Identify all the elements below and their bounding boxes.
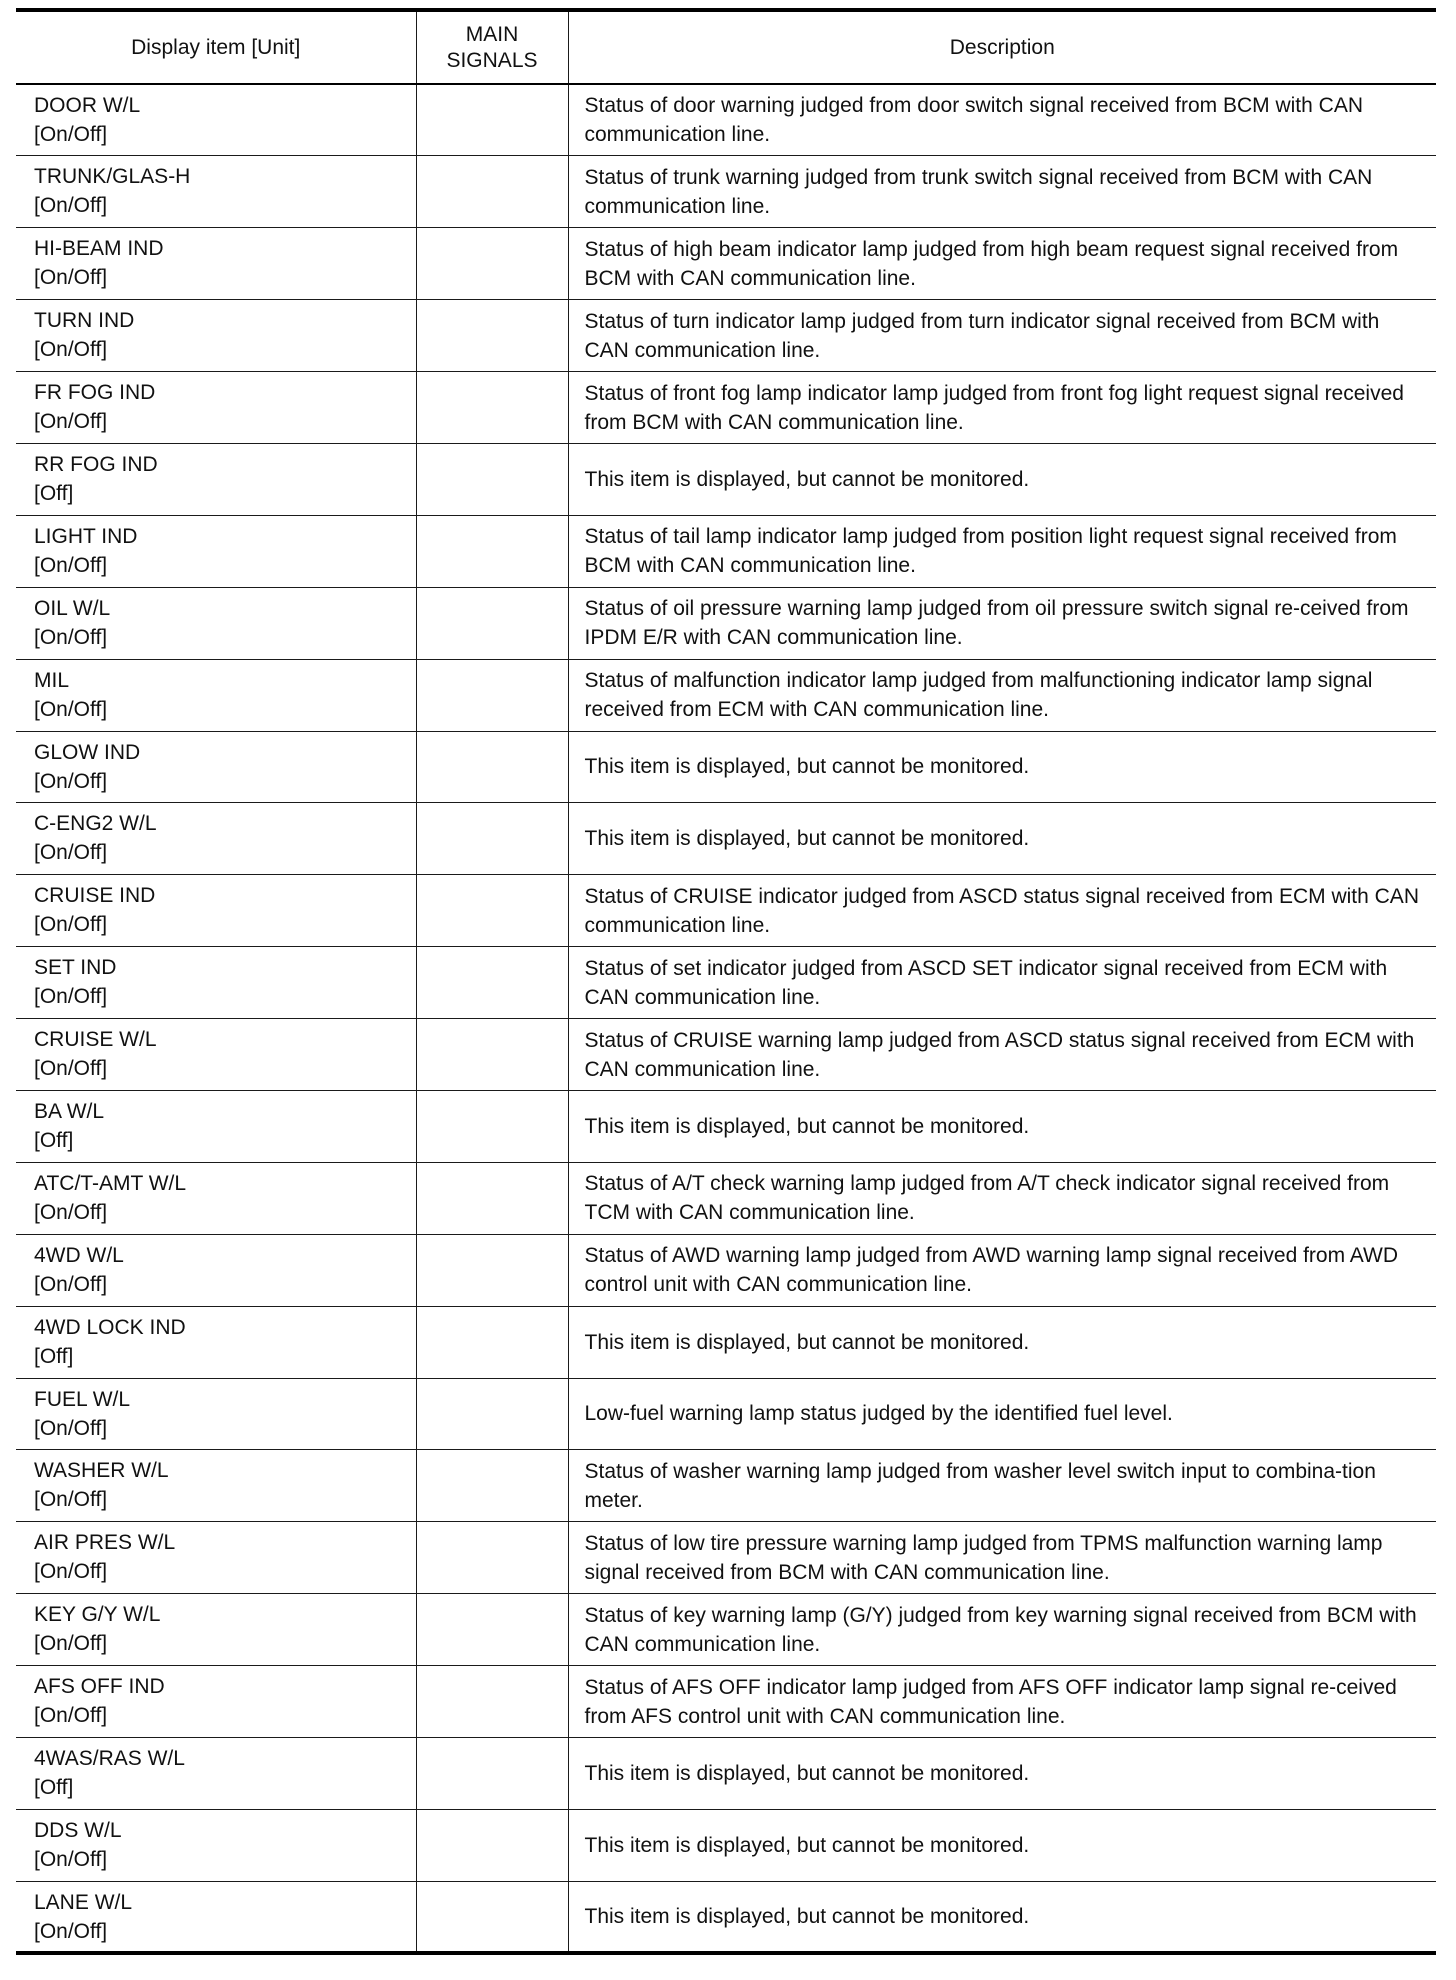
display-item-name: 4WAS/RAS W/L xyxy=(34,1746,185,1770)
description-cell: Status of high beam indicator lamp judged from high beam request signal received from BCM with CAN communication line. xyxy=(568,228,1436,300)
display-item-name: HI-BEAM IND xyxy=(34,237,164,261)
header-description: Description xyxy=(568,10,1436,84)
main-signals-cell xyxy=(416,875,568,947)
display-item-unit: [On/Off] xyxy=(34,913,108,937)
display-item-cell xyxy=(16,1450,416,1522)
display-item-cell xyxy=(16,443,416,515)
main-signals-cell xyxy=(416,1594,568,1666)
main-signals-cell xyxy=(416,84,568,156)
display-item-unit: [On/Off] xyxy=(34,553,108,577)
table-row xyxy=(16,803,1436,875)
document-page xyxy=(16,8,1436,1955)
display-item-name: CRUISE W/L xyxy=(34,1028,157,1052)
display-item-cell xyxy=(16,803,416,875)
display-item-unit: [On/Off] xyxy=(34,1272,108,1296)
table-row xyxy=(16,228,1436,300)
display-item-unit: [On/Off] xyxy=(34,410,108,434)
display-item-cell xyxy=(16,731,416,803)
display-item-name: CRUISE IND xyxy=(34,884,156,908)
display-item-cell xyxy=(16,875,416,947)
table-row xyxy=(16,515,1436,587)
display-item-name: 4WD W/L xyxy=(34,1243,124,1267)
display-item-unit: [On/Off] xyxy=(34,769,108,793)
main-signals-cell xyxy=(416,1162,568,1234)
display-item-unit: [Off] xyxy=(34,1775,74,1799)
display-item-unit: [On/Off] xyxy=(34,841,108,865)
display-item-unit: [On/Off] xyxy=(34,1488,108,1512)
display-item-name: AFS OFF IND xyxy=(34,1675,165,1699)
main-signals-cell xyxy=(416,300,568,372)
display-item-unit: [On/Off] xyxy=(34,697,108,721)
main-signals-cell xyxy=(416,515,568,587)
table-row xyxy=(16,372,1436,444)
display-item-name: ATC/T-AMT W/L xyxy=(34,1171,187,1195)
display-item-name: KEY G/Y W/L xyxy=(34,1603,161,1627)
table-row xyxy=(16,156,1436,228)
display-item-cell xyxy=(16,1378,416,1450)
main-signals-cell xyxy=(416,731,568,803)
table-row xyxy=(16,1666,1436,1738)
description-cell: Status of turn indicator lamp judged from turn indicator signal received from BCM with CAN communication line. xyxy=(568,300,1436,372)
display-item-name: 4WD LOCK IND xyxy=(34,1315,186,1339)
description-cell: This item is displayed, but cannot be monitored. xyxy=(568,443,1436,515)
display-item-unit: [Off] xyxy=(34,1344,74,1368)
main-signals-cell xyxy=(416,1306,568,1378)
display-item-cell xyxy=(16,1522,416,1594)
main-signals-cell xyxy=(416,1234,568,1306)
description-cell: Status of door warning judged from door switch signal received from BCM with CAN communication line. xyxy=(568,84,1436,156)
description-cell: Status of tail lamp indicator lamp judged from position light request signal received from BCM with CAN communication line. xyxy=(568,515,1436,587)
main-signals-cell xyxy=(416,803,568,875)
table-row xyxy=(16,1450,1436,1522)
display-item-cell xyxy=(16,1019,416,1091)
table-row xyxy=(16,1809,1436,1881)
description-cell: This item is displayed, but cannot be monitored. xyxy=(568,1090,1436,1162)
table-row xyxy=(16,1234,1436,1306)
display-item-unit: [On/Off] xyxy=(34,1200,108,1224)
main-signals-cell xyxy=(416,1809,568,1881)
main-signals-cell xyxy=(416,947,568,1019)
description-cell: Status of A/T check warning lamp judged from A/T check indicator signal received from TCM with CAN communication line. xyxy=(568,1162,1436,1234)
display-item-name: OIL W/L xyxy=(34,596,111,620)
table-row xyxy=(16,659,1436,731)
display-item-cell xyxy=(16,587,416,659)
description-cell: Status of trunk warning judged from trunk switch signal received from BCM with CAN communication line. xyxy=(568,156,1436,228)
display-item-unit: [On/Off] xyxy=(34,1704,108,1728)
table-row xyxy=(16,875,1436,947)
header-main-signals-line1: MAIN xyxy=(465,22,519,46)
display-item-cell xyxy=(16,1234,416,1306)
display-item-unit: [On/Off] xyxy=(34,1632,108,1656)
table-row xyxy=(16,300,1436,372)
main-signals-cell xyxy=(416,1378,568,1450)
description-cell: This item is displayed, but cannot be monitored. xyxy=(568,1881,1436,1953)
header-display-item: Display item [Unit] xyxy=(16,10,416,84)
table-row xyxy=(16,1522,1436,1594)
main-signals-cell xyxy=(416,1666,568,1738)
display-item-unit: [Off] xyxy=(34,1128,74,1152)
display-item-unit: [On/Off] xyxy=(34,985,108,1009)
description-cell: This item is displayed, but cannot be monitored. xyxy=(568,1809,1436,1881)
table-row xyxy=(16,1162,1436,1234)
display-item-unit: [On/Off] xyxy=(34,625,108,649)
data-monitor-table xyxy=(16,8,1436,1955)
display-item-unit: [On/Off] xyxy=(34,266,108,290)
display-item-name: LANE W/L xyxy=(34,1890,133,1914)
display-item-cell xyxy=(16,1809,416,1881)
table-row xyxy=(16,947,1436,1019)
description-cell: Status of key warning lamp (G/Y) judged from key warning signal received from BCM with CAN communication line. xyxy=(568,1594,1436,1666)
display-item-unit: [On/Off] xyxy=(34,1919,108,1943)
display-item-cell xyxy=(16,515,416,587)
display-item-name: BA W/L xyxy=(34,1099,105,1123)
description-cell: This item is displayed, but cannot be monitored. xyxy=(568,1306,1436,1378)
display-item-name: LIGHT IND xyxy=(34,524,138,548)
header-main-signals xyxy=(416,10,568,84)
display-item-unit: [On/Off] xyxy=(34,1560,108,1584)
display-item-name: FR FOG IND xyxy=(34,381,156,405)
display-item-unit: [On/Off] xyxy=(34,1416,108,1440)
description-cell: Status of malfunction indicator lamp judged from malfunctioning indicator lamp signal received from ECM with CAN communication line. xyxy=(568,659,1436,731)
display-item-cell xyxy=(16,1594,416,1666)
display-item-cell xyxy=(16,300,416,372)
main-signals-cell xyxy=(416,443,568,515)
display-item-name: MIL xyxy=(34,668,70,692)
display-item-unit: [On/Off] xyxy=(34,338,108,362)
display-item-cell xyxy=(16,1090,416,1162)
description-cell: Status of CRUISE warning lamp judged from ASCD status signal received from ECM with CAN communication line. xyxy=(568,1019,1436,1091)
display-item-name: RR FOG IND xyxy=(34,452,158,476)
display-item-cell xyxy=(16,156,416,228)
main-signals-cell xyxy=(416,587,568,659)
description-cell: Low-fuel warning lamp status judged by the identified fuel level. xyxy=(568,1378,1436,1450)
header-main-signals-line2: SIGNALS xyxy=(446,48,538,72)
display-item-cell xyxy=(16,228,416,300)
main-signals-cell xyxy=(416,1522,568,1594)
display-item-cell xyxy=(16,84,416,156)
main-signals-cell xyxy=(416,156,568,228)
table-row xyxy=(16,1019,1436,1091)
description-cell: This item is displayed, but cannot be monitored. xyxy=(568,1737,1436,1809)
table-row xyxy=(16,1090,1436,1162)
description-cell: This item is displayed, but cannot be monitored. xyxy=(568,803,1436,875)
description-cell: Status of AFS OFF indicator lamp judged from AFS OFF indicator lamp signal re-ceived from AFS control unit with CAN communication line. xyxy=(568,1666,1436,1738)
main-signals-cell xyxy=(416,228,568,300)
display-item-name: DOOR W/L xyxy=(34,94,141,117)
display-item-cell xyxy=(16,659,416,731)
display-item-name: WASHER W/L xyxy=(34,1459,169,1483)
description-cell: This item is displayed, but cannot be monitored. xyxy=(568,731,1436,803)
main-signals-cell xyxy=(416,659,568,731)
main-signals-cell xyxy=(416,1090,568,1162)
table-body xyxy=(16,84,1436,1953)
description-cell: Status of washer warning lamp judged from washer level switch input to combina-tion meter. xyxy=(568,1450,1436,1522)
display-item-name: AIR PRES W/L xyxy=(34,1531,176,1555)
display-item-cell xyxy=(16,1881,416,1953)
description-cell: Status of CRUISE indicator judged from ASCD status signal received from ECM with CAN communication line. xyxy=(568,875,1436,947)
table-header-row xyxy=(16,10,1436,84)
display-item-name: SET IND xyxy=(34,956,117,980)
table-row xyxy=(16,587,1436,659)
table-row xyxy=(16,443,1436,515)
description-cell: Status of low tire pressure warning lamp judged from TPMS malfunction warning lamp signal received from BCM with CAN communication line. xyxy=(568,1522,1436,1594)
display-item-cell xyxy=(16,372,416,444)
display-item-name: DDS W/L xyxy=(34,1818,122,1842)
main-signals-cell xyxy=(416,1450,568,1522)
display-item-unit: [On/Off] xyxy=(34,123,108,146)
display-item-name: GLOW IND xyxy=(34,740,141,764)
description-cell: Status of set indicator judged from ASCD SET indicator signal received from ECM with CAN communication line. xyxy=(568,947,1436,1019)
display-item-name: TRUNK/GLAS-H xyxy=(34,165,191,189)
description-cell: Status of oil pressure warning lamp judged from oil pressure switch signal re-ceived from IPDM E/R with CAN communication line. xyxy=(568,587,1436,659)
display-item-cell xyxy=(16,1666,416,1738)
table-row xyxy=(16,1594,1436,1666)
display-item-unit: [On/Off] xyxy=(34,1057,108,1081)
table-row xyxy=(16,1881,1436,1953)
display-item-unit: [Off] xyxy=(34,481,74,505)
display-item-cell xyxy=(16,947,416,1019)
display-item-name: FUEL W/L xyxy=(34,1387,131,1411)
main-signals-cell xyxy=(416,1881,568,1953)
display-item-name: C-ENG2 W/L xyxy=(34,812,157,836)
display-item-unit: [On/Off] xyxy=(34,194,108,218)
main-signals-cell xyxy=(416,1737,568,1809)
description-cell: Status of AWD warning lamp judged from AWD warning lamp signal received from AWD control unit with CAN communication line. xyxy=(568,1234,1436,1306)
table-row xyxy=(16,1737,1436,1809)
table-row xyxy=(16,84,1436,156)
description-cell: Status of front fog lamp indicator lamp judged from front fog light request signal received from BCM with CAN communication line. xyxy=(568,372,1436,444)
display-item-cell xyxy=(16,1306,416,1378)
main-signals-cell xyxy=(416,372,568,444)
display-item-cell xyxy=(16,1162,416,1234)
display-item-name: TURN IND xyxy=(34,309,135,333)
display-item-unit: [On/Off] xyxy=(34,1847,108,1871)
table-row xyxy=(16,1306,1436,1378)
display-item-cell xyxy=(16,1737,416,1809)
main-signals-cell xyxy=(416,1019,568,1091)
table-row xyxy=(16,731,1436,803)
table-row xyxy=(16,1378,1436,1450)
